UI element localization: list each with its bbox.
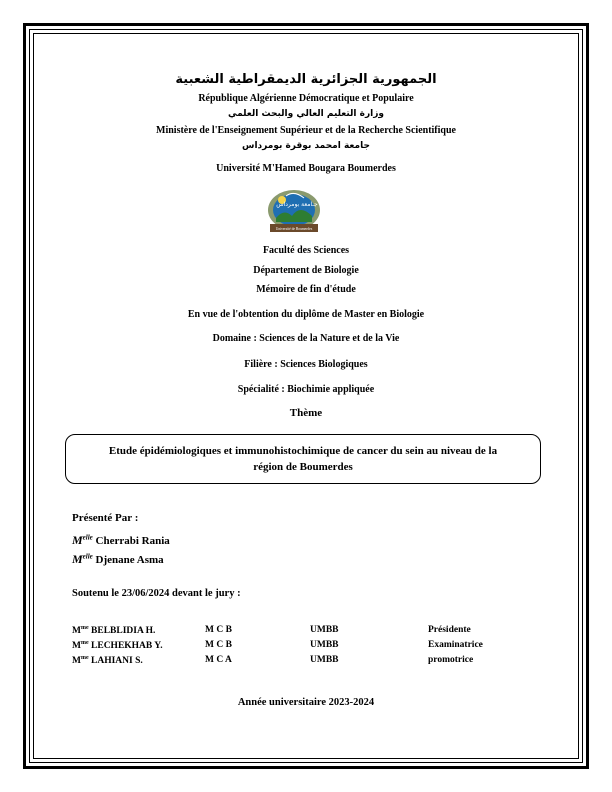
jury-grade: M C B [205,640,232,650]
jury-grade: M C B [205,625,232,635]
theme-title-line-2: région de Boumerdes [253,461,353,473]
university-logo [266,188,322,236]
student-2-suffix: elle [82,552,93,561]
arabic-university-title: جامعة امحمد بوقرة بومرداس [242,141,370,151]
student-1-suffix: elle [82,533,93,542]
jury-row [72,640,552,654]
presented-label: Présenté Par : [72,512,139,524]
jury-row [72,625,552,639]
purpose-line: En vue de l'obtention du diplôme de Master en Biologie [187,309,425,320]
student-2-name: Djenane Asma [95,554,164,566]
filiere-line: Filière : Sciences Biologiques [244,359,368,370]
republic-title: République Algérienne Démocratique et Populaire [198,93,414,104]
jury-grade: M C A [205,655,232,665]
jury-role: Examinatrice [428,640,483,650]
jury-name: $M^{me}$ LAHIANI S. [72,655,143,667]
logo-caption: Université de Boumerdes [275,227,313,231]
faculty-name: Faculté des Sciences [262,245,350,256]
jury-institution: UMBB [310,625,339,635]
theme-box [65,434,541,484]
jury-label: Soutenu le 23/06/2024 devant le jury : [72,588,241,599]
jury-institution: UMBB [310,655,339,665]
jury-name: $M^{me}$ BELBLIDIA H. [72,625,156,637]
university-title: Université M'Hamed Bougara Boumerdes [216,163,396,174]
arabic-republic-title: الجمهورية الجزائرية الديمقراطية الشعبية [175,72,437,87]
department-name: Département de Biologie [253,265,359,276]
student-2-prefix: M [72,552,83,566]
logo-arabic-text: جـامعة بومرداس [276,201,318,208]
specialite-line: Spécialité : Biochimie appliquée [237,384,375,395]
arabic-ministry-title: وزارة التعليم العالي والبحث العلمي [227,109,385,119]
domain-line: Domaine : Sciences de la Nature et de la Vie [212,333,400,344]
jury-institution: UMBB [310,640,339,650]
student-1 [72,533,170,548]
jury-name: $M^{me}$ LECHEKHAB Y. [72,640,163,652]
jury-role: Présidente [428,625,471,635]
jury-row [72,655,552,669]
theme-title-line-1: Etude épidémiologiques et immunohistochimique de cancer du sein au niveau de la [108,445,498,457]
student-1-name: Cherrabi Rania [95,535,170,547]
academic-year: Année universitaire 2023-2024 [237,697,375,708]
ministry-title: Ministère de l'Enseignement Supérieur et de la Recherche Scientifique [156,125,456,136]
jury-role: promotrice [428,655,474,665]
student-2 [72,552,164,567]
student-1-prefix: M [72,533,83,547]
memoire-label: Mémoire de fin d'étude [256,284,356,295]
theme-label: Thème [289,407,323,419]
